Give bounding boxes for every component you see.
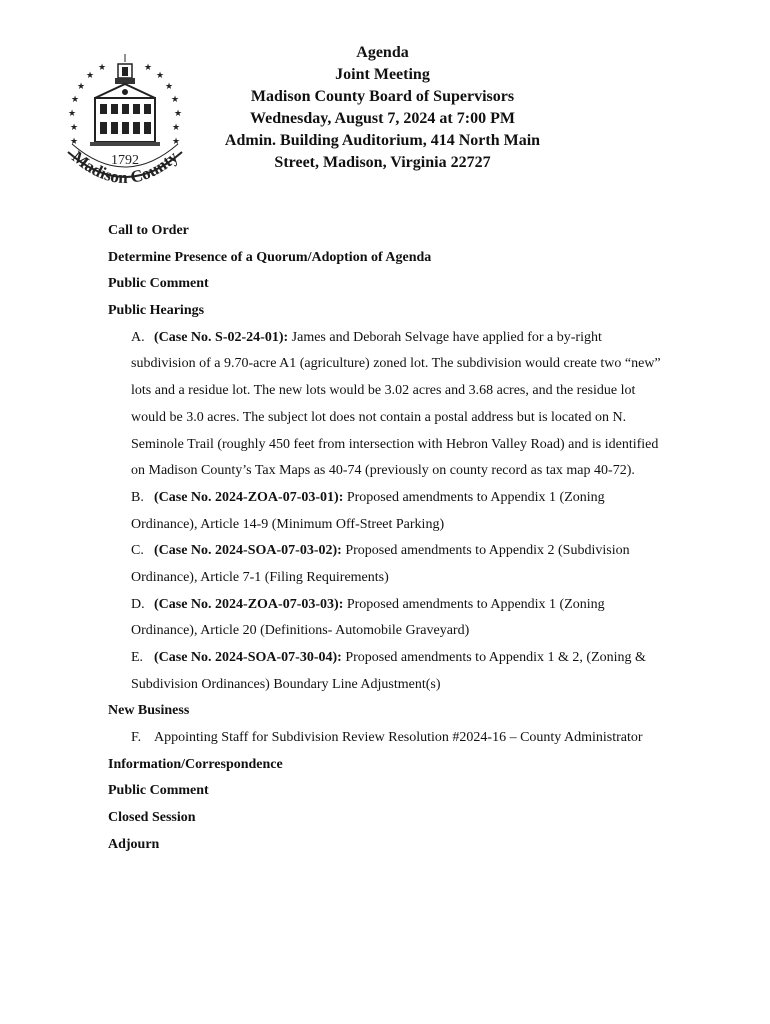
svg-text:Madison County: Madison County	[68, 147, 182, 188]
item-text: lots and a residue lot. The new lots would be 3.02 acres and 3.68 acres, and the residue lot	[131, 383, 636, 399]
agenda-header	[195, 42, 570, 174]
item-letter: D.	[131, 596, 145, 612]
item-text: Subdivision Ordinances) Boundary Line Adjustment(s)	[131, 676, 441, 692]
svg-text:★: ★	[71, 95, 80, 105]
case-number: (Case No. 2024-SOA-07-30-04):	[154, 650, 342, 665]
item-text: Appointing Staff for Subdivision Review Resolution #2024-16 – County Administrator	[154, 730, 643, 746]
case-number: (Case No. 2024-ZOA-07-03-01):	[154, 489, 344, 505]
hearing-item-e	[108, 645, 708, 698]
svg-text:★: ★	[70, 137, 79, 147]
new-business-item-f	[108, 725, 708, 752]
hearing-item-a	[108, 325, 708, 485]
item-letter: A.	[131, 329, 145, 345]
case-number: (Case No. S-02-24-01):	[154, 329, 289, 345]
item-letter: B.	[131, 489, 144, 505]
header-line-location-2: Street, Madison, Virginia 22727	[274, 154, 491, 171]
item-text: Ordinance), Article 7-1 (Filing Requirements)	[131, 569, 389, 585]
item-letter: C.	[131, 543, 144, 559]
header-line-title: Agenda	[356, 44, 409, 61]
hearing-item-c	[108, 538, 708, 591]
item-text: Proposed amendments to Appendix 1 (Zoning	[343, 596, 605, 612]
svg-text:★: ★	[165, 82, 174, 92]
item-letter: E.	[131, 650, 144, 665]
section-public-comment: Public Comment	[108, 276, 209, 292]
case-number: (Case No. 2024-ZOA-07-03-03):	[154, 596, 344, 612]
svg-text:★: ★	[68, 109, 77, 119]
agenda-body	[108, 218, 708, 859]
item-text: James and Deborah Selvage have applied for a by-right	[288, 329, 602, 345]
item-text: Seminole Trail (roughly 450 feet from intersection with Hebron Valley Road) and is identified	[131, 436, 659, 452]
header-line-date: Wednesday, August 7, 2024 at 7:00 PM	[250, 110, 515, 127]
section-public-hearings: Public Hearings	[108, 303, 205, 319]
item-text: on Madison County’s Tax Maps as 40-74 (previously on county record as tax map 40-72).	[131, 463, 635, 479]
svg-text:★: ★	[86, 71, 95, 81]
section-adjourn: Adjourn	[108, 836, 160, 852]
county-seal-logo	[60, 52, 190, 192]
svg-text:★: ★	[144, 63, 153, 73]
item-letter: F.	[131, 730, 142, 746]
section-public-comment-2: Public Comment	[108, 783, 209, 799]
item-text: Proposed amendments to Appendix 1 (Zoning	[343, 489, 605, 505]
item-text: would be 3.0 acres. The subject lot does not contain a postal address but is located on N.	[131, 409, 627, 425]
item-text: Proposed amendments to Appendix 1 & 2, (Zoning &	[341, 650, 646, 665]
svg-text:1792: 1792	[111, 153, 139, 168]
header-line-board: Madison County Board of Supervisors	[250, 88, 515, 105]
section-information: Information/Correspondence	[108, 756, 283, 772]
svg-text:★: ★	[174, 109, 183, 119]
header-line-location-1: Admin. Building Auditorium, 414 North Main	[224, 132, 541, 149]
svg-text:★: ★	[70, 123, 79, 133]
svg-text:★: ★	[172, 123, 181, 133]
hearing-item-b	[108, 485, 708, 538]
svg-text:★: ★	[98, 63, 107, 73]
section-call-to-order: Call to Order	[108, 223, 189, 238]
svg-text:★: ★	[77, 82, 86, 92]
item-text: Ordinance), Article 20 (Definitions- Automobile Graveyard)	[131, 623, 470, 639]
header-line-meeting: Joint Meeting	[335, 66, 430, 83]
item-text: Ordinance), Article 14-9 (Minimum Off-Street Parking)	[131, 516, 445, 532]
item-text: subdivision of a 9.70-acre A1 (agriculture) zoned lot. The subdivision would create two “new”	[131, 356, 661, 372]
svg-text:★: ★	[172, 137, 181, 147]
svg-text:★: ★	[171, 95, 180, 105]
case-number: (Case No. 2024-SOA-07-03-02):	[154, 543, 342, 559]
hearing-item-d	[108, 592, 708, 645]
svg-text:★: ★	[156, 71, 165, 81]
section-new-business: New Business	[108, 703, 190, 719]
section-closed-session: Closed Session	[108, 810, 196, 826]
section-quorum: Determine Presence of a Quorum/Adoption of Agenda	[108, 249, 432, 265]
item-text: Proposed amendments to Appendix 2 (Subdivision	[341, 543, 630, 559]
